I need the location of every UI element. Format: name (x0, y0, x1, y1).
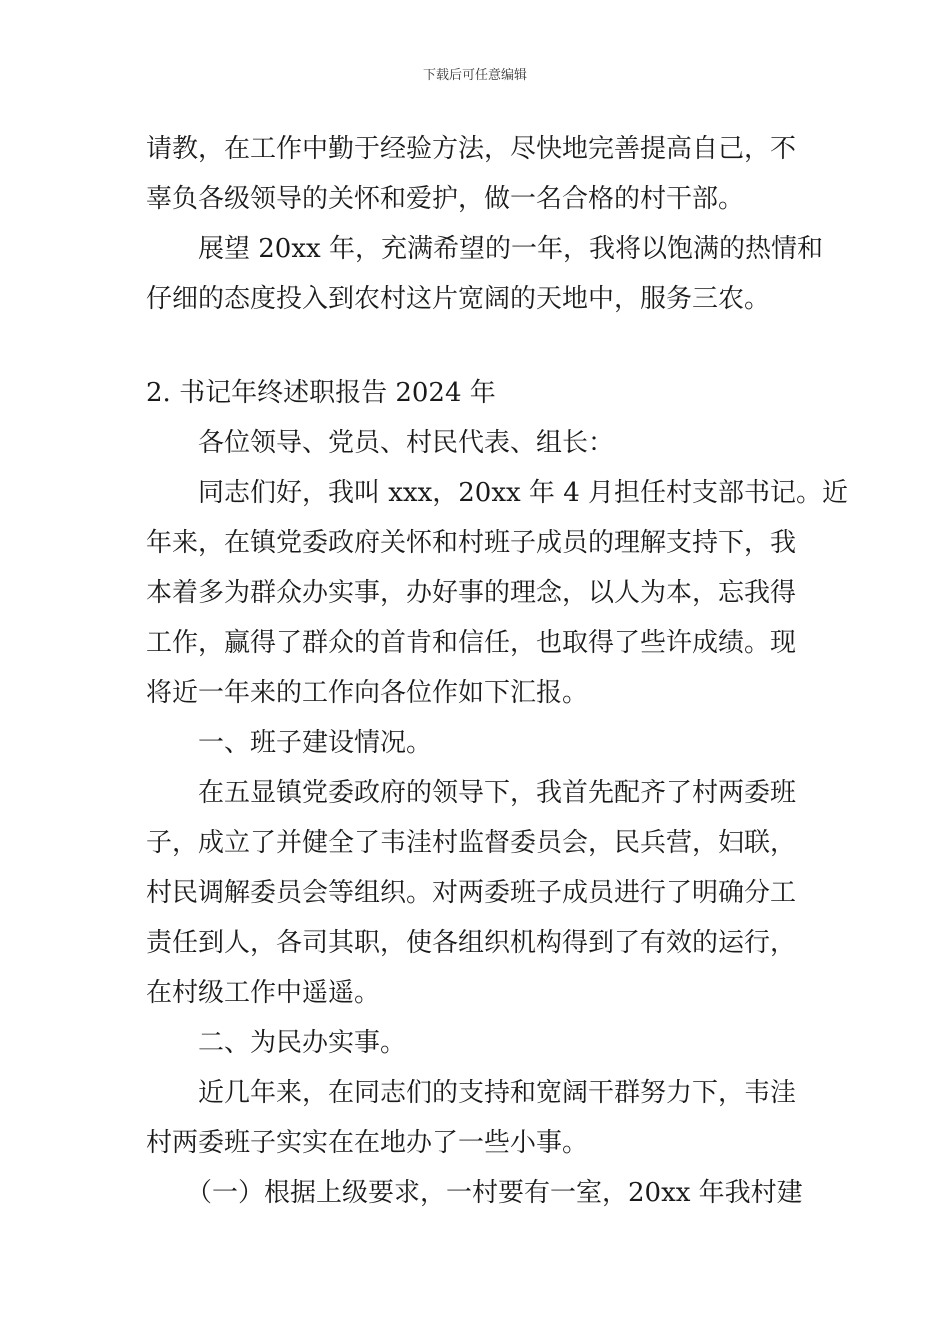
text-line: 村民调解委员会等组织。对两委班子成员进行了明确分工 (146, 878, 797, 908)
section-heading: 2. 书记年终述职报告 2024 年 (146, 378, 496, 408)
text-line: 本着多为群众办实事，办好事的理念，以人为本，忘我得 (146, 578, 797, 608)
text-line: 辜负各级领导的关怀和爱护，做一名合格的村干部。 (146, 184, 745, 214)
salutation: 各位领导、党员、村民代表、组长： (198, 428, 615, 458)
text-line: 仔细的态度投入到农村这片宽阔的天地中，服务三农。 (146, 284, 771, 314)
text-line: 在五显镇党委政府的领导下，我首先配齐了村两委班 (198, 778, 797, 808)
text-line: 责任到人，各司其职，使各组织机构得到了有效的运行， (146, 928, 797, 958)
text-line: （一）根据上级要求，一村要有一室，20xx 年我村建 (186, 1178, 803, 1208)
subheading: 一、班子建设情况。 (198, 728, 433, 758)
text-line: 年来，在镇党委政府关怀和村班子成员的理解支持下，我 (146, 528, 797, 558)
paragraph-gap (146, 324, 810, 368)
text-line: 工作，赢得了群众的首肯和信任，也取得了些许成绩。现 (146, 628, 797, 658)
subheading: 二、为民办实事。 (198, 1028, 407, 1058)
text-line: 村两委班子实实在在地办了一些小事。 (146, 1128, 589, 1158)
text-line: 同志们好，我叫 xxx，20xx 年 4 月担任村支部书记。近 (198, 478, 849, 508)
page-header: 下载后可任意编辑 (422, 68, 527, 83)
text-line: 请教，在工作中勤于经验方法，尽快地完善提高自己，不 (146, 134, 797, 164)
text-line: 在村级工作中遥遥。 (146, 978, 381, 1008)
text-line: 展望 20xx 年，充满希望的一年，我将以饱满的热情和 (198, 234, 823, 264)
text-line: 近几年来，在同志们的支持和宽阔干群努力下，韦洼 (198, 1078, 797, 1108)
text-line: 子，成立了并健全了韦洼村监督委员会，民兵营，妇联， (146, 828, 797, 858)
document-body (146, 124, 849, 1218)
text-line: 将近一年来的工作向各位作如下汇报。 (146, 678, 589, 708)
